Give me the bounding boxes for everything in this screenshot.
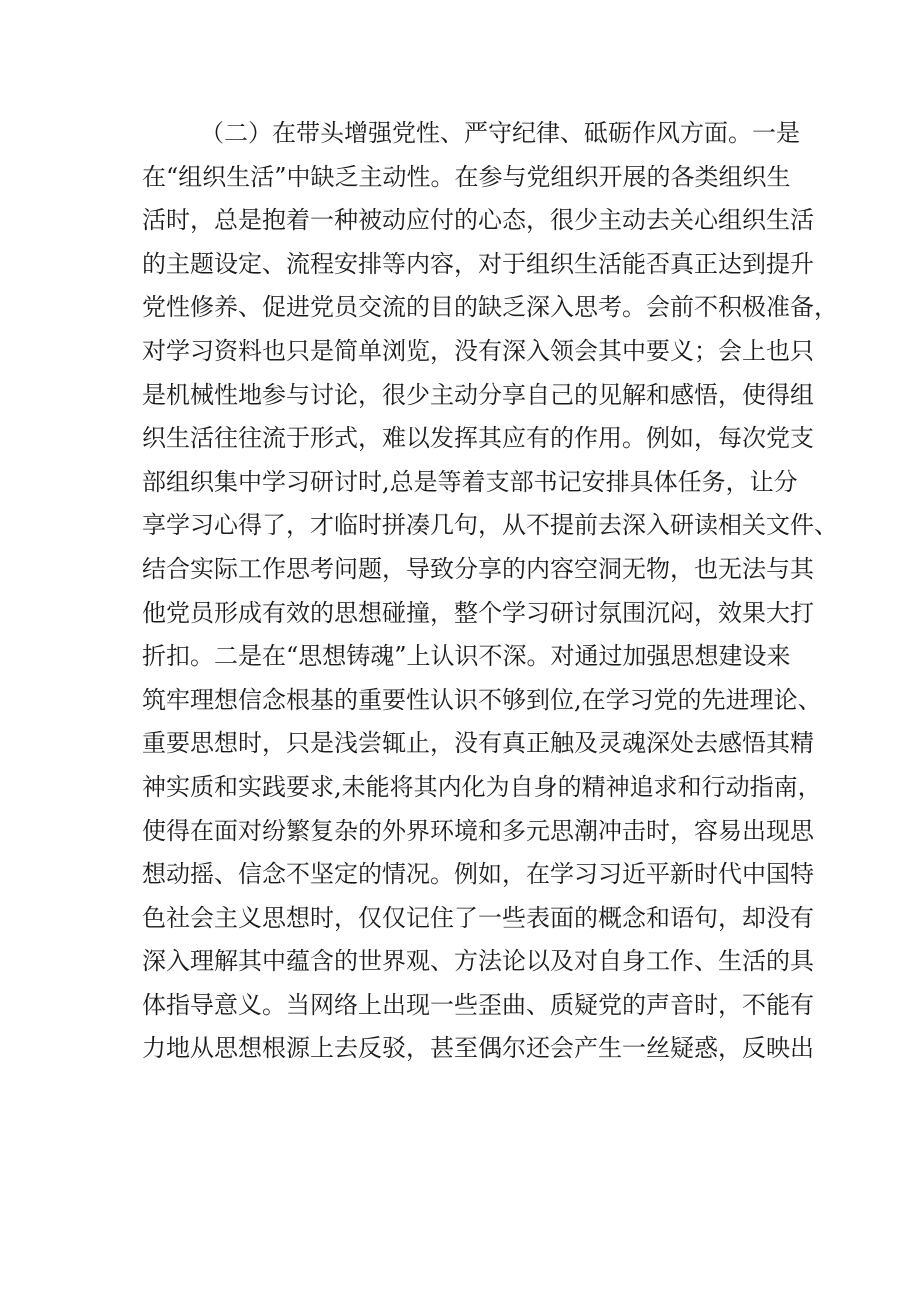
text-line: 他党员形成有效的思想碰撞，整个学习研讨氛围沉闷，效果大打 (142, 598, 814, 627)
text-line: 活时，总是抱着一种被动应付的心态，很少主动去关心组织生活 (142, 206, 814, 235)
text-line: 织生活往往流于形式，难以发挥其应有的作用。例如，每次党支 (142, 424, 814, 453)
text-line: 的主题设定、流程安排等内容，对于组织生活能否真正达到提升 (142, 249, 814, 278)
text-line: 是机械性地参与讨论，很少主动分享自己的见解和感悟，使得组 (142, 380, 814, 409)
text-line: 部组织集中学习研讨时,总是等着支部书记安排具体任务，让分 (142, 467, 798, 496)
text-line: 神实质和实践要求,未能将其内化为自身的精神追求和行动指南， (142, 772, 822, 801)
text-line: 对学习资料也只是简单浏览，没有深入领会其中要义；会上也只 (142, 336, 814, 365)
text-line: 想动摇、信念不坚定的情况。例如，在学习习近平新时代中国特 (142, 860, 814, 889)
document-body (142, 112, 838, 1071)
text-line: 结合实际工作思考问题，导致分享的内容空洞无物，也无法与其 (142, 554, 814, 583)
text-line: 体指导意义。当网络上出现一些歪曲、质疑党的声音时，不能有 (142, 990, 814, 1019)
text-line: 在“组织生活”中缺乏主动性。在参与党组织开展的各类组织生 (142, 162, 791, 191)
text-line: 色社会主义思想时，仅仅记住了一些表面的概念和语句，却没有 (142, 903, 814, 932)
text-line: （二）在带头增强党性、严守纪律、砥砺作风方面。一是 (200, 119, 800, 147)
text-line: 使得在面对纷繁复杂的外界环境和多元思潮冲击时，容易出现思 (142, 816, 814, 845)
text-line: 筑牢理想信念根基的重要性认识不够到位,在学习党的先进理论、 (142, 685, 822, 714)
text-line: 享学习心得了，才临时拼凑几句，从不提前去深入研读相关文件、 (142, 511, 838, 540)
text-line: 重要思想时，只是浅尝辄止，没有真正触及灵魂深处去感悟其精 (142, 729, 814, 758)
text-line: 力地从思想根源上去反驳，甚至偶尔还会产生一丝疑惑，反映出 (142, 1034, 814, 1063)
text-line: 党性修养、促进党员交流的目的缺乏深入思考。会前不积极准备， (142, 293, 838, 322)
text-line: 深入理解其中蕴含的世界观、方法论以及对自身工作、生活的具 (142, 947, 814, 976)
text-line: 折扣。二是在“思想铸魂”上认识不深。对通过加强思想建设来 (142, 642, 791, 671)
